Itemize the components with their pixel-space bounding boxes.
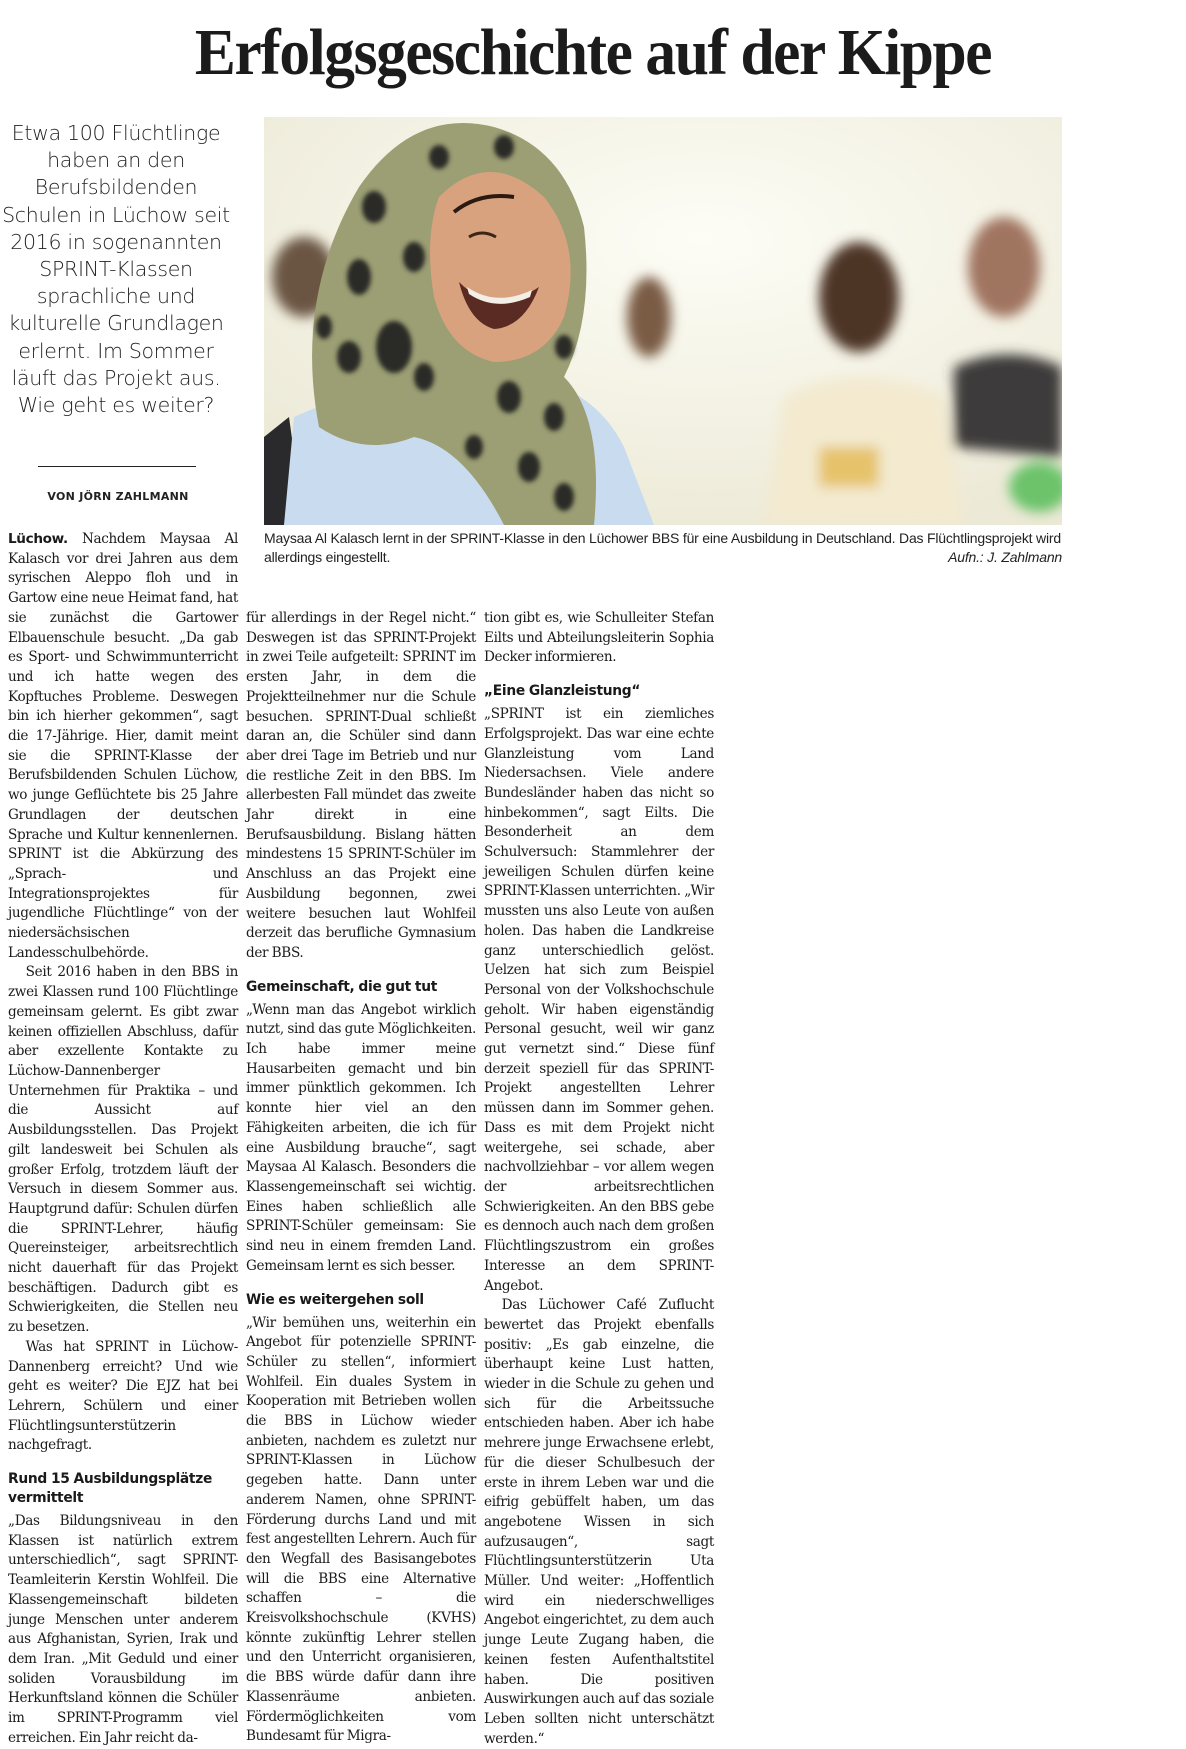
subheading: „Eine Glanzleistung“ (484, 683, 641, 700)
dateline: Lüchow. (8, 531, 68, 547)
paragraph: „Wir bemühen uns, weiterhin ein Angebot für potenzielle SPRINT-Schüler zu stellen“, informiert Wohlfeil. Ein duales System in Kooperation mit Betrieben wollen die BBS in Lüchow wieder anbieten, nachdem es zuletzt nur SPRINT-Klassen in Lüchow gegeben hatte. Dann unter anderem Namen, ohne SPRINT-Förderung durchs Land und mit fest angestellten Lehrern. Auch für den Wegfall des Basisangebotes will die BBS eine Alternative schaffen – die Kreisvolkshochschule (KVHS) könnte zukünftig Lehrer stellen und den Unterricht organisieren, die BBS würde dafür dann ihre Klassenräume anbieten. Fördermöglichkeiten vom Bundesamt für Migra- (246, 1314, 476, 1745)
subheading: Gemeinschaft, die gut tut (246, 978, 438, 995)
photo-credit: Aufn.: J. Zahlmann (948, 549, 1062, 565)
photo-illustration (264, 117, 1062, 525)
photo-caption (264, 529, 1062, 567)
divider (38, 466, 196, 467)
headline: Erfolgsgeschichte auf der Kippe (194, 16, 992, 89)
paragraph: Lüchow. Nachdem Maysaa Al Kalasch vor drei Jahren aus dem syrischen Aleppo floh und in Gartow eine neue Heimat fand, hat sie zunächst die Gartower Elbauenschule besucht. „Da gab es Sport- und Schwimmunterricht und ich hatte wegen des Kopftuches Probleme. Deswegen bin ich hierher gekommen“, sagt die 17-Jährige. Hier, damit meint sie die SPRINT-Klasse der Berufsbildenden Schulen Lüchow, wo junge Geflüchtete bis 25 Jahre Grundlagen der deutschen Sprache und Kultur kennenlernen. SPRINT ist die Abkürzung des „Sprach- und Integrationsprojektes für jugendliche Flüchtlinge“ von der niedersächsischen Landesschulbehörde. (8, 531, 238, 961)
paragraph: „Das Bildungsniveau in den Klassen ist natürlich extrem unterschiedlich“, sagt SPRINT-Teamleiterin Kerstin Wohlfeil. Die Klassengemeinschaft bildeten junge Menschen unter anderem aus Afghanistan, Syrien, Irak und dem Iran. „Mit Geduld und einer soliden Vorausbildung im Herkunftsland können die Schüler im SPRINT-Programm viel erreichen. Ein Jahr reicht da- (8, 1513, 238, 1746)
paragraph: Das Lüchower Café Zuflucht bewertet das Projekt ebenfalls positiv: „Es gab einzelne, die überhaupt keine Lust hatten, wieder in die Schule zu gehen und sich für die Arbeitssuche entschieden haben. Aber ich habe mehrere junge Erwachsene erlebt, für die dieser Schulbesuch der erste in ihrem Leben war und die eifrig gebüffelt haben, um das angebotene Wissen in sich aufzusaugen“, sagt Flüchtlingsunterstützerin Uta Müller. Und weiter: „Hoffentlich wird ein niederschwelliges Angebot eingerichtet, zu dem auch junge Leute Zugang haben, die keinen festen Aufenthaltstitel haben. Die positiven Auswirkungen auch auf das soziale Leben sollten nicht unterschätzt werden.“ (484, 1297, 714, 1747)
standfirst: Etwa 100 Flüchtlinge haben an den Berufsbildenden Schulen in Lüchow seit 2016 in sogenannten SPRINT-Klassen sprachliche und kulturelle Grundlagen erlernt. Im Sommer läuft das Projekt aus. Wie geht es weiter? (2, 121, 230, 418)
byline: VON JÖRN ZAHLMANN (47, 490, 189, 503)
paragraph: für allerdings in der Regel nicht.“ Deswegen ist das SPRINT-Projekt in zwei Teile aufgeteilt: SPRINT im ersten Jahr, in dem die Projektteilnehmer nur die Schule besuchen. SPRINT-Dual schließt daran an, die Schüler sind dann aber drei Tage im Betrieb und nur die restliche Zeit in den BBS. Im allerbesten Fall mündet das zweite Jahr direkt in eine Berufsausbildung. Bislang hätten mindestens 15 SPRINT-Schüler im Anschluss an das Projekt eine Ausbildung begonnen, zwei weitere besuchen laut Wohlfeil derzeit das berufliche Gymnasium der BBS. (246, 610, 476, 961)
body-column-1 (8, 530, 238, 1748)
body-column-2 (246, 609, 476, 1747)
paragraph: „Wenn man das Angebot wirklich nutzt, sind das gute Möglichkeiten. Ich habe immer meine Hausarbeiten gemacht und bin immer pünktlich gekommen. Ich konnte hier viel an den Fähigkeiten arbeiten, die ich für eine Ausbildung brauche“, sagt Maysaa Al Kalasch. Besonders die Klassengemeinschaft sei wichtig. Eines haben schließlich alle SPRINT-Schüler gemeinsam: Sie sind neu in einem fremden Land. Gemeinsam lernt es sich besser. (246, 1001, 476, 1274)
paragraph: „SPRINT ist ein ziemliches Erfolgsprojekt. Das war eine echte Glanzleistung vom Land Niedersachsen. Viele andere Bundesländer haben das nicht so hinbekommen“, sagt Eilts. Die Besonderheit an dem Schulversuch: Stammlehrer der jeweiligen Schulen dürfen keine SPRINT-Klassen unterrichten. „Wir mussten uns also Leute von außen holen. Das haben die Landkreise ganz unterschiedlich gelöst. Uelzen hat sich zum Beispiel Personal von der Volkshochschule geholt. Wir haben eigenständig Personal gesucht, weil wir ganz gut vernetzt sind.“ Diese fünf derzeit speziell für das SPRINT-Projekt angestellten Lehrer müssen dann im Sommer gehen. Dass es mit dem Projekt nicht weitergehe, sei schade, aber nachvollziehbar – vor allem wegen der arbeitsrechtlichen Schwierigkeiten. An den BBS gebe es dennoch auch nach dem großen Flüchtlingszustrom ein großes Interesse an dem SPRINT-Angebot. (484, 706, 714, 1294)
body-column-3 (484, 609, 714, 1749)
subheading: Wie es weitergehen soll (246, 1291, 424, 1308)
subheading: Rund 15 Ausbildungsplätze vermittelt (8, 1471, 213, 1507)
article-photo (264, 117, 1062, 525)
paragraph: tion gibt es, wie Schulleiter Stefan Eilts und Abteilungsleiterin Sophia Decker informieren. (484, 610, 714, 666)
caption-text: Maysaa Al Kalasch lernt in der SPRINT-Klasse in den Lüchower BBS für eine Ausbildung in Deutschland. Das Flüchtlingsprojekt wird allerdings eingestellt. (264, 530, 1061, 565)
paragraph: Seit 2016 haben in den BBS in zwei Klassen rund 100 Flüchtlinge gemeinsam gelernt. Es gibt zwar keinen offiziellen Abschluss, dafür aber exzellente Kontakte zu Lüchow-Dannenberger Unternehmen für Praktika – und die Aussicht auf Ausbildungsstellen. Das Projekt gilt landesweit bei Schulen als großer Erfolg, trotzdem läuft der Versuch in diesem Sommer aus. Hauptgrund dafür: Schulen dürfen die SPRINT-Lehrer, häufig Quereinsteiger, arbeitsrechtlich nicht dauerhaft für das Projekt beschäftigen. Dadurch gibt es Schwierigkeiten, die Stellen neu zu besetzen. (8, 964, 238, 1336)
paragraph: Was hat SPRINT in Lüchow-Dannenberg erreicht? Und wie geht es weiter? Die EJZ hat bei Lehrern, Schülern und einer Flüchtlingsunterstützerin nachgefragt. (8, 1338, 238, 1454)
